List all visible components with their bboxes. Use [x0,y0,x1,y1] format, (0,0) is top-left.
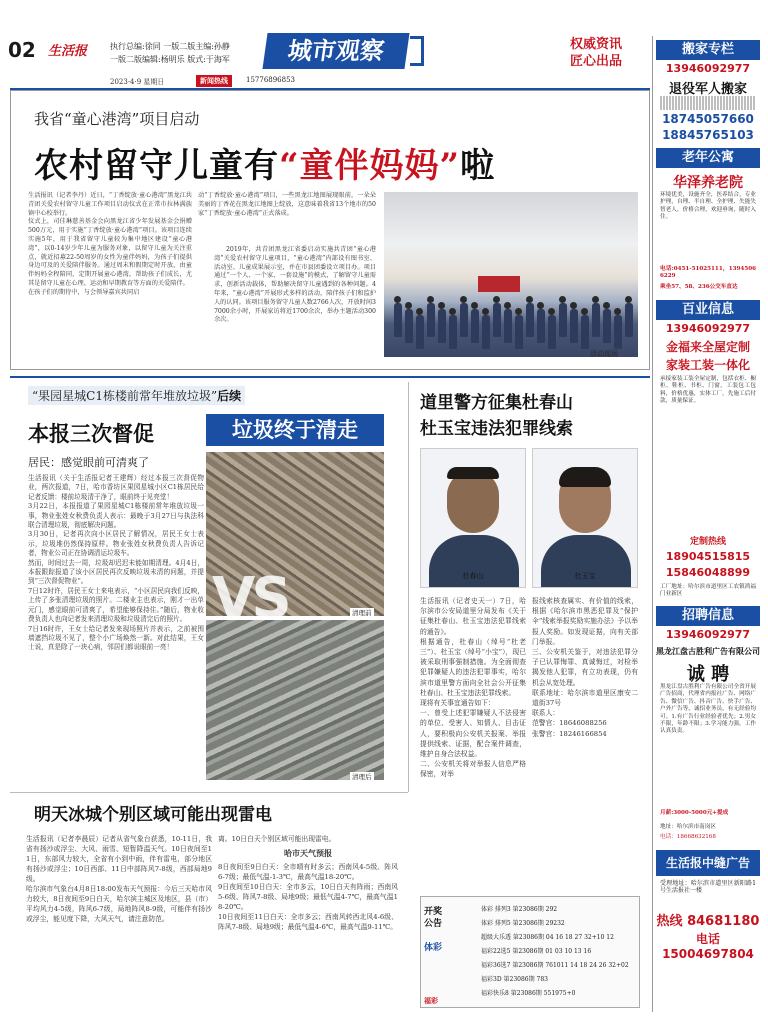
after-caption: 清理后 [352,773,372,781]
ad-phone-nursing-home: 电话:0451-51025111，13945066229 [660,266,756,280]
ad-phone-veteran-2: 18845765103 [662,128,754,142]
lottery-row: 体彩 排列3 第23086期 292 [481,906,558,913]
child-figure [416,315,424,349]
ad-addr-custom: 工厂地址：哈尔滨市道里区工农镇鸿福门业新区 [660,584,756,598]
suspect-a-face [447,471,499,533]
child-figure [537,309,545,343]
after-cleanup-photo [206,620,384,780]
child-figure [394,303,402,337]
child-head [416,308,423,315]
editors-line-1: 执行总编:徐同 一版二版主编:孙静 [110,42,230,51]
slogan [570,36,622,70]
lead-body-col-1: 生活报讯（记者李丹）近日，“丁香绽放·童心港湾”黑龙江共青团关爱农村留守儿童工作项目启动仪式在正常市拉林满族镇中心校举行。 仪式上，司佳琳慈善基金会向黑龙江省少年发展基金会捐赠500万元，用于实施“丁香绽放·童心港湾”项目。该项目连续实施5年，用于我省留守儿童较为集中地区建设“童心港湾”，以0-14岁少年儿童为服务对象，以留守儿童为关注重点，就近招募22-50周岁的女性为童伴妈妈，为孩子们提供身边可及的关爱陪伴服务。通过周末和假期定时开放，由童伴妈妈全程陪同，定期开展童心港湾，帮助孩子们成长，尤其是留守儿童在心理、运动和早期教育等方面的关爱陪伴。 在孩子们的期待中，与会领导嘉宾共同启 [28,192,192,296]
lottery-label-2: 公告 [424,919,443,929]
lead-headline-pre: 农村留守儿童有 [34,146,279,186]
ad-phone-recruit: 13946092977 [665,628,751,641]
storm-body-lead: 离。10日白天个别区域可能出现雷电。 [218,835,336,843]
lottery-row: 福彩36选7 第23086期 761011 14 18 24 26 32+02 [481,962,629,969]
editors-block [110,40,230,66]
vs-overlay: VS [212,566,288,631]
suspect-photo-a [420,448,526,588]
photo-caption: 活动现场 [590,350,618,358]
ad-title-recruit: 诚 聘 [686,664,730,685]
child-head [548,308,555,315]
ad-text-recruit: 黑龙江盘古胜利广告有限公司全省开展广告招商，代理省内报社广告、网络广告、微信广告、抖音广告、快手广告、户外广告等，诚招业务员，有无经验均可。1.有广告行业经验者优先；2.男女不限，年龄不限；3.学习能力强，工作认真负责。 [660,684,756,735]
editors-line-2: 一版二版编辑:杨明乐 版式:于海军 [110,55,230,64]
suspect-a-hair [447,467,499,479]
child-figure [570,309,578,343]
storm-body-col-2 [218,834,398,932]
column-divider [408,382,409,792]
ad-phone-custom-2: 15846048899 [665,566,751,579]
child-head [537,302,544,309]
before-caption: 清理前 [352,609,372,617]
ad-text-renovation: 承接家装工装全屋定制，包括衣柜、橱柜、鞋柜、书柜、门窗，工装包工包料，价格优惠，实体工厂，先施工后付款，质量保证。 [660,376,756,405]
child-figure [592,303,600,337]
child-head [482,308,489,315]
lottery-row: 体彩 排列5 第23086期 29232 [481,920,565,927]
lead-headline-post: 啦 [460,146,496,186]
issue-date: 2023·4·9 星期日 [110,78,165,86]
lead-body-col-3: 2019年，共青团黑龙江省委启动实施共青团“童心港湾”关爱农村留守儿童项目，“童心港湾”内部设有图书室、活动室、儿童成果展示室，并在市县团委设立项目办。项目通过“一个人、一个家、一套设施”的模式，了解留守儿童需求，创新活动载体，帮助解决留守儿童遇到的各种问题。4年来，“童心港湾”开展形式多样的活动，陪伴孩子们和监护人的认同。该项目服务留守儿童人数2766人次，开放时间37000余小时，开展家访将近1700余次，举办主题活动300余次。 [214,246,376,324]
ad-phone2-recruit: 电话：18668632168 [660,834,716,840]
lead-body-col-2: 动“丁香绽放·童心港湾”项目，一些黑龙江地图展现眼前，一朵朵美丽的丁香花在黑龙江地图上绽放，这意味着我省13个地市的50家“丁香绽放·童心港湾”正式落成。 [198,192,376,217]
ad-title-renovation: 家装工装一体化 [665,358,750,372]
ad-fine-print [660,96,756,110]
ad-title-custom-furniture: 金福来全屋定制 [665,340,750,354]
ad-head-recruit: 招聘信息 [656,606,760,626]
hotline-number: 15776896853 [246,76,295,84]
ad-phone-custom-1: 18904515815 [665,550,751,563]
child-head [526,296,533,303]
sports-lottery-logo: 体彩 [424,943,443,953]
garbage-kicker-text: “果园星城C1栋楼前常年堆放垃圾” [32,389,218,403]
child-figure [504,309,512,343]
storm-divider [10,792,408,793]
child-figure [581,315,589,349]
slogan-line-1: 权威资讯 [570,37,623,52]
police-body-col-2: 报线索核查属实、有价值的线索，根据《哈尔滨市黑恶犯罪及“保护伞”线索举报奖励实施办法》予以举报人奖励。如发现证据，向有关部门举报。 三、公安机关鉴于，对违法犯罪分子已认罪悔罪、真诚悔过，对检举揭发他人犯罪，有立功表现，仍有机会从宽处理。 联系地址：哈尔滨市道里区康安二道街37号 联系人： 范警官：18646088256 张警官：18246166854 [532,597,638,738]
child-head [603,302,610,309]
child-head [625,296,632,303]
garbage-kicker [28,386,245,405]
ad-phone-veteran-1: 18745057660 [662,112,754,126]
child-figure [493,303,501,337]
garbage-headline-highlight: 垃圾终于清走 [206,414,384,446]
ad-head-business: 百业信息 [656,300,760,320]
classified-ads-column [656,40,760,1012]
child-head [471,302,478,309]
ad-title-nursing-home: 华泽养老院 [673,175,743,191]
child-figure [482,315,490,349]
page-number: 02 [8,38,36,62]
section-divider [10,376,650,378]
police-body-col-1: 生活报讯（记者史天一）7日，哈尔滨市公安局道里分局发布《关于征集杜春山、杜玉宝违法犯罪线索的通告》。 根据通告，杜春山（绰号“杜老三”）、杜玉宝（绰号“小宝”），现已被采取刑事强制措施。为全面彻查犯罪嫌疑人的违法犯罪事实，哈尔滨市道里警方面向全社会公开征集杜春山、杜玉宝违法犯罪线索。 现将有关事宜通告如下： 一、曾受上述犯罪嫌疑人不法侵害的单位、受害人、知情人、目击证人，要积极向公安机关报案、举报提供线索、证据，配合案件调查，维护自身合法权益。 二、公安机关将对举报人信息严格保密，对举 [420,597,526,779]
section-bracket [410,36,424,66]
ad-title-veteran-moving: 退役军人搬家 [668,82,747,97]
forecast-subhead: 哈市天气预报 [284,848,332,858]
ad-head-elderly: 老年公寓 [656,148,760,168]
lead-headline-highlight: “童伴妈妈” [279,146,461,186]
suspect-b-name: 杜玉宝 [574,572,596,580]
child-figure [614,315,622,349]
child-figure [438,309,446,343]
welfare-lottery-logo: 福彩 [424,996,438,1005]
lottery-row: 福彩快乐8 第23086期 551975+0 [481,990,576,997]
slogan-line-2: 匠心出品 [570,54,623,69]
child-head [405,302,412,309]
lead-kicker: 我省“童心港湾”项目启动 [34,110,200,128]
lottery-label-1: 开奖 [424,907,443,917]
child-head [592,296,599,303]
child-head [460,296,467,303]
child-figure [405,309,413,343]
suspect-b-hair [559,467,611,487]
event-photo [384,192,638,357]
suspect-a-name: 杜春山 [462,572,484,580]
child-head [559,296,566,303]
child-figure [449,315,457,349]
lottery-label [424,906,464,930]
ad-hotline-midfold: 热线 84681180 [656,914,760,929]
police-headline-1: 道里警方征集杜春山 [420,393,573,413]
ad-head-moving: 搬家专栏 [656,40,760,60]
child-figure [515,315,523,349]
ad-text-nursing-home: 环境优美，设施齐全，医养结合，专业护理，自理、半自理、全护理、失能失智老人，价格合理，欢迎垂询，随时入住。 [660,192,756,221]
ad-head-midfold: 生活报中缝广告 [656,850,760,876]
child-head [427,296,434,303]
child-head [581,308,588,315]
police-headline-2: 杜玉宝违法犯罪线索 [420,419,573,439]
garbage-subheadline: 居民：感觉眼前可清爽了 [28,456,149,469]
forecast-text: 8日夜间至9日白天：全市晴有时多云；西南风4-5级、阵风6-7级；最低气温-1-3℃，最高气温18-20℃。 9日夜间至10日白天：全市多云，10日白天有阵雨；西南风5-6级、阵风7-8级、局地9级；最低气温4-7℃，最高气温18-20℃。 10日夜间至11日白天：全市多云；西南风转西北风4-6级、阵风7-8级、局地9级；最低气温4-6℃，最高气温9-11℃。 [218,863,398,931]
child-figure [471,309,479,343]
child-head [438,302,445,309]
child-head [614,308,621,315]
suspect-photo-b [532,448,638,588]
paper-logo: 生活报 [48,44,88,59]
child-head [493,296,500,303]
ad-company-recruit: 黑龙江盘古胜利广告有限公司 [656,647,760,656]
child-head [394,296,401,303]
ad-addr-nursing-home: 乘坐57、58、236公交车直达 [660,284,738,290]
ad-phone-moving: 13946092977 [665,62,751,75]
lottery-row: 福彩22选5 第23086期 01 03 10 13 16 [481,948,592,955]
child-head [449,308,456,315]
lead-headline [34,138,495,187]
hotline-label: 新闻热线 [196,75,232,87]
section-title: 城市观察 [262,33,409,69]
ad-salary-recruit: 月薪:3000-5000元+提成 [660,810,729,816]
child-figure [526,303,534,337]
lottery-row: 超级大乐透 第23086期 04 16 18 27 32+10 12 [481,934,614,941]
storm-body-col-1: 生活报讯（记者李晨辰）记者从省气象台获悉，10-11日，我省有扬沙或浮尘、大风、雨雪、短暂降温天气。10日夜间至11日，东部风力较大，全省有小到中雨，伴有雷电，部分地区有扬沙或浮尘；10日西部、11日中部阵风7-8级，西部局地9级。 哈尔滨市气象台4月8日18:00发布天气预报：今后三天哈市风力较大，8日夜间至9日白天，哈尔滨主城区及地区，县（市）平均风力4-5级，阵风6-7级，局地阵风8-9级，可能伴有扬沙或浮尘，能见度下降，大风天气，请注意防范。 [26,835,212,923]
child-figure [625,303,633,337]
ad-phone-midfold: 电话 15004697804 [662,932,754,961]
child-figure [559,303,567,337]
ad-phone-business: 13946092977 [665,322,751,335]
child-figure [427,303,435,337]
lottery-row: 福彩3D 第23086期 783 [481,976,548,983]
ad-addr-recruit: 地址：哈尔滨市南岗区 [660,824,716,830]
garbage-headline: 本报三次督促 [28,421,154,446]
garbage-kicker-bold: 后续 [217,389,242,403]
ad-label-custom-hotline: 定制热线 [689,537,726,547]
ad-addr-midfold: 受理地址：哈尔滨市道里区新阳路1号生活报社一楼 [660,880,756,895]
storm-headline: 明天冰城个别区域可能出现雷电 [34,805,272,825]
child-figure [603,309,611,343]
ads-divider [652,36,653,1012]
child-head [570,302,577,309]
child-figure [548,315,556,349]
child-head [504,302,511,309]
child-head [515,308,522,315]
child-figure [460,303,468,337]
stage-banner [478,276,520,292]
garbage-body: 生活报讯（关于生活报记者王建辉）经过本报三次督促物业，两次报道，7日，哈市香坊区果园星城小区C1栋居民给记者反馈：楼前垃圾清干净了，眼前终于见亮堂！ 3月22日，本报报道了果园星城C1栋楼前常年堆放垃圾一事，物业张姓女秋费负责人表示：最晚于3月27日与执法科联合清理垃圾，彻底解决问题。 3月30日，记者再次向小区居民了解情况，居民王女士表示，垃圾堆仍然保持原样。物业张姓女秋费负责人告诉记者，物业公司正在协调清运垃圾车。 然而，时间过去一周，垃圾却迟迟未能如期清理。4月4日，本报跟踪报道了该小区居民再次反映垃圾未清的问题，并提到“三次督促物业”。 7日12时许，居民王女士来电表示，“小区居民向我们反映，上传了多张清理垃圾的照片。二楼业主也表示，刚才一出单元门，感觉眼前可清爽了，希望能够保持住。”随后，物业收费负责人也向记者发来清理垃圾和垃圾清完后的照片。 7日16时许，王女士给记者发来现场照片并表示，之前被围墙遮挡垃圾不见了，整个小广场焕然一新。对此结果，王女士说，真是除了一块心病，邻居们都说眼前一亮！ [28,474,204,652]
